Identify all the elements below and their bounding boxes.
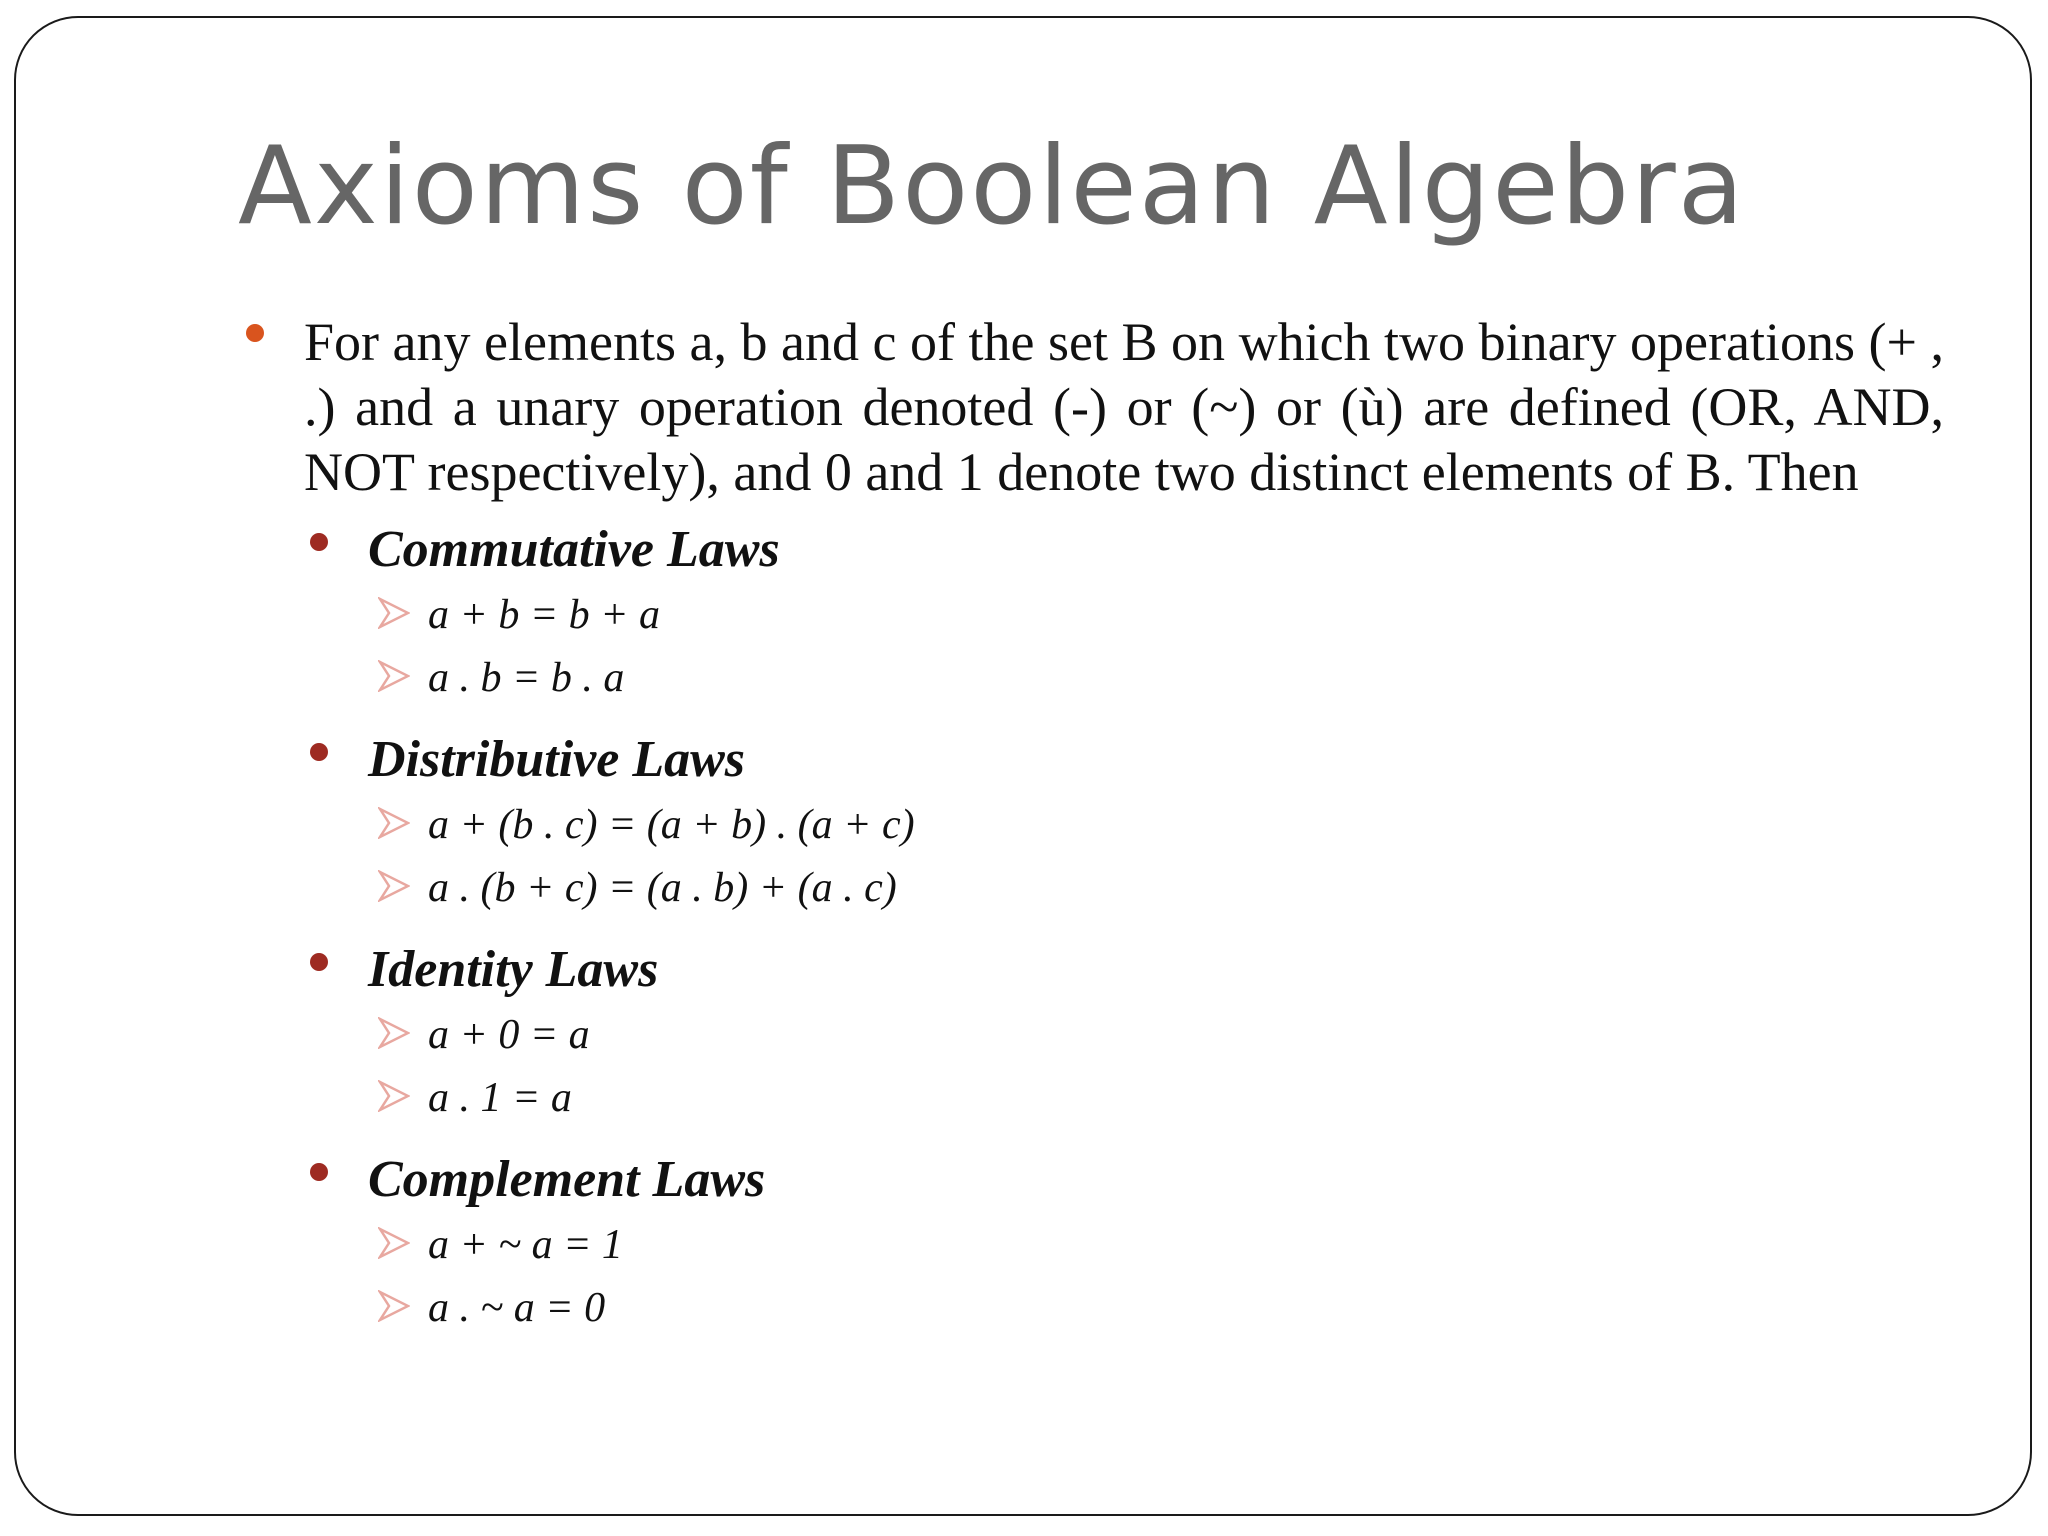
formula-line (238, 795, 1944, 858)
law-title: Complement Laws (368, 1151, 766, 1208)
formula-line (238, 585, 1944, 648)
formula-text: a . (b + c) = (a . b) + (a . c) (428, 865, 897, 911)
formula-text: a + (b . c) = (a + b) . (a + c) (428, 802, 915, 848)
sub-bullet-dot-icon (310, 1163, 328, 1181)
arrow-bullet-icon (378, 1227, 410, 1259)
formula-text: a + ~ a = 1 (428, 1222, 623, 1268)
formula-line (238, 648, 1944, 711)
formula-text: a + 0 = a (428, 1012, 590, 1058)
sub-bullet-dot-icon (310, 533, 328, 551)
law-title: Identity Laws (368, 941, 659, 998)
formula-line (238, 1005, 1944, 1068)
formula-text: a . ~ a = 0 (428, 1285, 606, 1331)
law-complement (238, 1145, 1944, 1215)
formula-text: a . 1 = a (428, 1075, 572, 1121)
arrow-bullet-icon (378, 1017, 410, 1049)
arrow-bullet-icon (378, 1290, 410, 1322)
slide-frame (14, 16, 2032, 1516)
formula-line (238, 1215, 1944, 1278)
law-identity (238, 935, 1944, 1005)
arrow-bullet-icon (378, 1080, 410, 1112)
intro-bullet (238, 310, 1944, 505)
law-distributive (238, 725, 1944, 795)
formula-line (238, 1278, 1944, 1341)
formula-line (238, 858, 1944, 921)
slide-body (238, 310, 1944, 1341)
arrow-bullet-icon (378, 660, 410, 692)
law-title: Distributive Laws (368, 731, 746, 788)
arrow-bullet-icon (378, 597, 410, 629)
formula-text: a + b = b + a (428, 592, 661, 638)
law-title: Commutative Laws (368, 521, 780, 578)
slide-title: Axioms of Boolean Algebra (238, 124, 1746, 249)
formula-text: a . b = b . a (428, 655, 625, 701)
arrow-bullet-icon (378, 807, 410, 839)
sub-bullet-dot-icon (310, 743, 328, 761)
bullet-dot-icon (246, 324, 264, 342)
formula-line (238, 1068, 1944, 1131)
arrow-bullet-icon (378, 870, 410, 902)
intro-text: For any elements a, b and c of the set B on which two binary operations (+ , .) and a unary operation denoted (-) or (~) or (ù) are defined (OR, AND, NOT respectively), and 0 and 1 denote two distinct elements of B. Then (304, 312, 1944, 502)
law-commutative (238, 515, 1944, 585)
sub-bullet-dot-icon (310, 953, 328, 971)
